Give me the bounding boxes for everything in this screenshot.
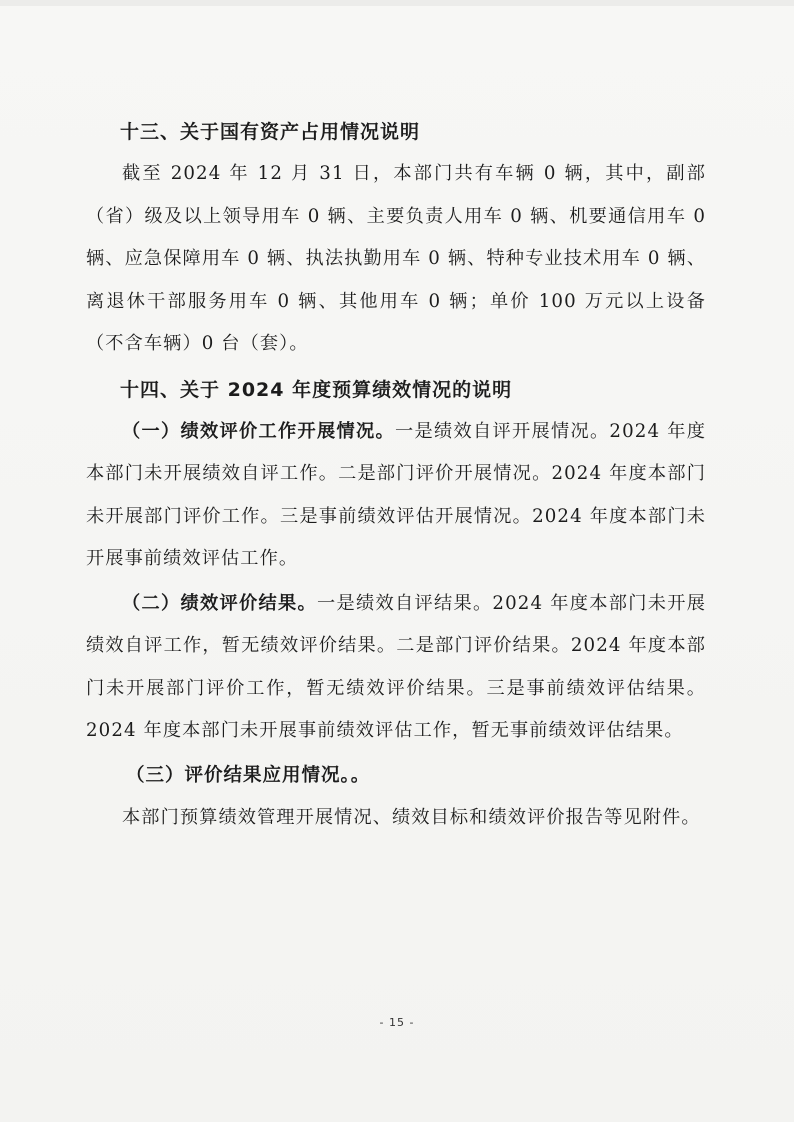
section-14-closing-paragraph: 本部门预算绩效管理开展情况、绩效目标和绩效评价报告等见附件。: [122, 807, 701, 828]
section-14-part-1-paragraph: [86, 411, 706, 581]
page-number: - 15 -: [379, 1016, 415, 1029]
document-body: [86, 112, 706, 840]
section-14-heading: 十四、关于 2024 年度预算绩效情况的说明: [120, 378, 513, 401]
section-14-part-2-paragraph: [86, 583, 706, 753]
section-14-part-2-body: 一是绩效自评结果。2024 年度本部门未开展绩效自评工作，暂无绩效评价结果。二是部门评价结果。2024 年度本部门未开展部门评价工作，暂无绩效评价结果。三是事前绩效评估结果。2024 年度本部门未开展事前绩效评估工作，暂无事前绩效评估结果。: [86, 592, 706, 741]
section-14-part-1-lead: （一）绩效评价工作开展情况。: [122, 420, 395, 442]
scan-edge: [0, 0, 794, 6]
section-13-heading: 十三、关于国有资产占用情况说明: [120, 121, 421, 143]
section-14-part-2-lead: （二）绩效评价结果。: [122, 592, 317, 614]
section-14-part-1-body: 一是绩效自评开展情况。2024 年度本部门未开展绩效自评工作。二是部门评价开展情况。2024 年度本部门未开展部门评价工作。三是事前绩效评估开展情况。2024 年度本部门未开展事前绩效评估工作。: [86, 420, 706, 569]
section-13-paragraph: 截至 2024 年 12 月 31 日，本部门共有车辆 0 辆，其中，副部（省）级及以上领导用车 0 辆、主要负责人用车 0 辆、机要通信用车 0 辆、应急保障用车 0 辆、执法执勤用车 0 辆、特种专业技术用车 0 辆、离退休干部服务用车 0 辆、其他用车 0 辆；单价 100 万元以上设备（不含车辆）0 台（套）。: [86, 163, 706, 354]
section-14-part-3-heading: （三）评价结果应用情况。。: [126, 764, 371, 786]
